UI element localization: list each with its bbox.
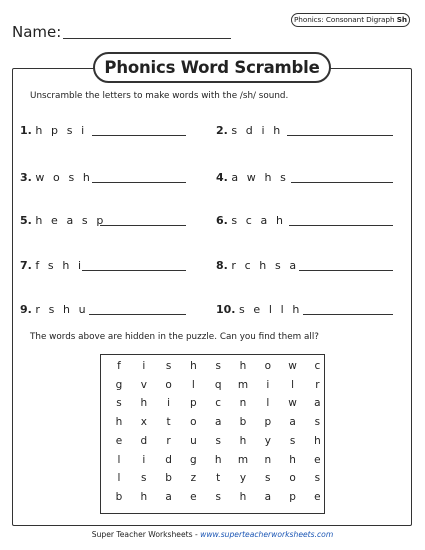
puzzle-cell[interactable]: a — [214, 416, 222, 429]
puzzle-cell[interactable]: s — [116, 397, 122, 410]
puzzle-cell[interactable]: i — [142, 360, 146, 372]
puzzle-cell[interactable]: e — [314, 453, 321, 466]
scrambled-letters: h p s i — [35, 124, 87, 137]
puzzle-cell[interactable]: s — [314, 472, 321, 485]
puzzle-cell[interactable]: s — [265, 472, 271, 485]
puzzle-cell[interactable]: s — [215, 434, 221, 447]
puzzle-cell[interactable]: l — [117, 453, 121, 466]
puzzle-cell[interactable]: x — [140, 416, 147, 429]
puzzle-cell[interactable]: b — [165, 472, 172, 485]
puzzle-cell[interactable]: l — [117, 472, 121, 485]
scramble-item — [216, 171, 288, 185]
puzzle-cell[interactable]: c — [314, 360, 321, 372]
puzzle-cell[interactable]: a — [264, 490, 272, 503]
puzzle-cell[interactable]: y — [264, 434, 271, 447]
answer-line[interactable] — [303, 314, 393, 315]
scramble-number: 5. — [20, 214, 32, 227]
puzzle-cell[interactable]: i — [167, 397, 171, 410]
puzzle-cell[interactable]: o — [165, 378, 172, 391]
puzzle-cell[interactable]: b — [115, 490, 123, 503]
answer-line[interactable] — [92, 135, 186, 136]
scramble-number: 3. — [20, 171, 32, 184]
answer-line[interactable] — [291, 182, 393, 183]
puzzle-cell[interactable]: l — [266, 397, 270, 410]
puzzle-cell[interactable]: p — [190, 397, 197, 410]
answer-line[interactable] — [289, 225, 393, 226]
scrambled-letters: s c a h — [231, 214, 286, 227]
puzzle-cell[interactable]: m — [237, 378, 249, 391]
puzzle-cell[interactable]: o — [190, 416, 197, 429]
puzzle-cell[interactable]: l — [291, 378, 295, 391]
scrambled-letters: f s h i — [35, 259, 84, 272]
answer-line[interactable] — [89, 314, 186, 315]
instructions: Unscramble the letters to make words with the /sh/ sound. — [30, 91, 289, 101]
footer-separator: - — [192, 530, 201, 539]
puzzle-cell[interactable]: h — [190, 360, 197, 372]
puzzle-cell[interactable]: h — [115, 416, 123, 429]
puzzle-cell[interactable]: h — [140, 397, 148, 410]
puzzle-cell[interactable]: p — [289, 490, 296, 503]
puzzle-cell[interactable]: o — [264, 360, 272, 372]
puzzle-cell[interactable]: b — [239, 416, 247, 429]
puzzle-cell[interactable]: w — [288, 360, 297, 372]
answer-line[interactable] — [287, 135, 393, 136]
puzzle-cell[interactable]: h — [314, 434, 321, 447]
scramble-number: 8. — [216, 259, 228, 272]
puzzle-cell[interactable]: i — [142, 453, 146, 466]
puzzle-cell[interactable]: e — [314, 490, 321, 503]
puzzle-cell[interactable]: i — [266, 378, 270, 391]
worksheet-title: Phonics Word Scramble — [93, 52, 331, 83]
puzzle-cell[interactable]: h — [140, 490, 148, 503]
scramble-number: 4. — [216, 171, 228, 184]
puzzle-cell[interactable]: s — [141, 472, 147, 485]
scramble-item — [20, 171, 92, 185]
puzzle-cell[interactable]: h — [239, 434, 247, 447]
puzzle-cell[interactable]: a — [165, 490, 172, 503]
scramble-number: 1. — [20, 124, 32, 137]
puzzle-cell[interactable]: h — [214, 453, 222, 466]
puzzle-cell[interactable]: e — [115, 434, 123, 447]
puzzle-cell[interactable]: q — [214, 378, 222, 391]
scrambled-letters: w o s h — [35, 171, 93, 184]
topic-digraph: Sh — [396, 15, 407, 24]
scrambled-letters: s d i h — [231, 124, 283, 137]
scramble-item — [216, 124, 283, 138]
name-label: Name: — [12, 23, 62, 41]
footer-publisher: Super Teacher Worksheets — [91, 530, 193, 539]
puzzle-cell[interactable]: s — [215, 490, 221, 503]
scramble-number: 9. — [20, 303, 32, 316]
puzzle-cell[interactable]: m — [237, 453, 249, 466]
scrambled-letters: s e l l h — [239, 303, 302, 316]
answer-line[interactable] — [92, 182, 186, 183]
puzzle-cell[interactable]: u — [190, 434, 197, 447]
name-line[interactable] — [63, 38, 231, 39]
answer-line[interactable] — [299, 270, 393, 271]
puzzle-prompt: The words above are hidden in the puzzle. Can you find them all? — [30, 332, 319, 342]
puzzle-cell[interactable]: n — [239, 397, 247, 410]
scramble-item — [216, 259, 299, 273]
scrambled-letters: h e a s p — [35, 214, 106, 227]
scrambled-letters: r s h u — [35, 303, 89, 316]
puzzle-cell[interactable]: s — [289, 434, 296, 447]
scramble-item — [20, 303, 88, 317]
puzzle-cell[interactable]: o — [289, 472, 296, 485]
scramble-number: 7. — [20, 259, 32, 272]
scrambled-letters: a w h s — [231, 171, 289, 184]
puzzle-cell[interactable]: s — [215, 360, 221, 372]
puzzle-cell[interactable]: r — [166, 434, 171, 447]
puzzle-cell[interactable]: l — [191, 378, 195, 391]
scramble-number: 6. — [216, 214, 228, 227]
scramble-item — [20, 124, 87, 138]
scramble-number: 2. — [216, 124, 228, 137]
puzzle-cell[interactable]: r — [315, 378, 320, 391]
word-search-grid — [100, 354, 325, 514]
puzzle-cell[interactable]: g — [190, 453, 197, 466]
puzzle-cell[interactable]: g — [115, 378, 123, 391]
answer-line[interactable] — [82, 270, 186, 271]
puzzle-cell[interactable]: d — [165, 453, 172, 466]
puzzle-cell[interactable]: p — [264, 416, 272, 429]
topic-label: Phonics: Consonant Digraph — [294, 15, 397, 24]
puzzle-cell[interactable]: h — [289, 453, 296, 466]
scramble-item — [20, 214, 106, 228]
puzzle-cell[interactable]: s — [314, 416, 321, 429]
puzzle-cell[interactable]: n — [264, 453, 272, 466]
puzzle-cell[interactable]: h — [239, 360, 247, 372]
puzzle-cell[interactable]: w — [288, 397, 297, 410]
answer-line[interactable] — [100, 225, 186, 226]
footer-url[interactable]: www.superteacherworksheets.com — [200, 530, 334, 539]
puzzle-cell[interactable]: d — [140, 434, 148, 447]
scramble-number: 10. — [216, 303, 236, 316]
puzzle-cell[interactable]: s — [165, 360, 172, 372]
puzzle-cell[interactable]: c — [215, 397, 222, 410]
scramble-item — [216, 214, 286, 228]
puzzle-cell[interactable]: a — [289, 416, 296, 429]
puzzle-cell[interactable]: a — [314, 397, 321, 410]
puzzle-cell[interactable]: e — [190, 490, 197, 503]
puzzle-cell[interactable]: y — [239, 472, 247, 485]
scrambled-letters: r c h s a — [231, 259, 299, 272]
scramble-item — [20, 259, 84, 273]
puzzle-cell[interactable]: h — [239, 490, 247, 503]
puzzle-cell[interactable]: z — [190, 472, 197, 485]
puzzle-cell[interactable]: v — [140, 378, 147, 391]
topic-badge — [291, 13, 410, 27]
puzzle-cell[interactable]: f — [117, 360, 121, 372]
footer — [0, 530, 425, 540]
puzzle-cell[interactable]: t — [216, 472, 221, 485]
puzzle-cell[interactable]: t — [166, 416, 171, 429]
scramble-item — [216, 303, 302, 317]
